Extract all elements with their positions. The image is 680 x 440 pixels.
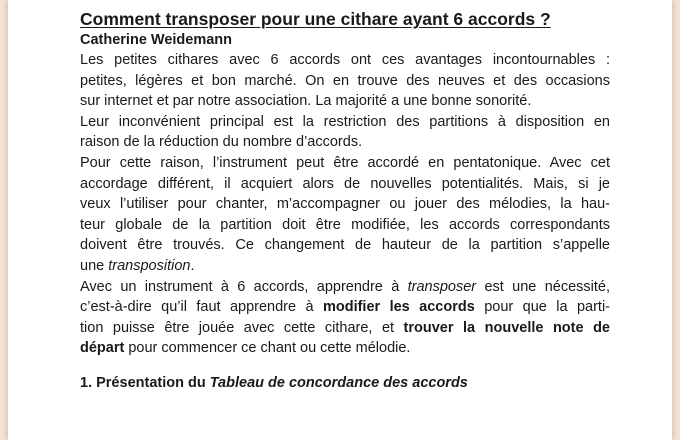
- paragraph-line: [80, 318, 610, 339]
- paragraph-advantages: [80, 50, 610, 112]
- paragraph-line: doivent être trouvés. Ce changement de hauteur de la partition s’appelle: [80, 237, 610, 254]
- document-content: [80, 8, 610, 393]
- text-run: une: [80, 257, 109, 274]
- paragraph-line: accordage différent, il acquiert alors de nouvelles potentialités. Mais, si je: [80, 175, 610, 192]
- text-run: est une nécessité,: [476, 278, 610, 295]
- paragraph-line: Leur inconvénient principal est la restriction des partitions à disposition en: [80, 113, 610, 130]
- author-name: Catherine Weidemann: [80, 32, 233, 48]
- paragraph-line: [80, 277, 610, 298]
- paragraph-line: Pour cette raison, l’instrument peut être accordé en pentatonique. Avec cet: [80, 154, 610, 171]
- paragraph-transposition: [80, 277, 610, 359]
- italic-term: transposer: [407, 278, 477, 295]
- bold-term: trouver la nouvelle note de: [403, 319, 610, 336]
- section-heading: [80, 373, 610, 393]
- paragraph-line: sur internet et par notre association. La majorité a une bonne sonorité.: [80, 93, 532, 110]
- text-run: tion puisse être jouée avec cette cithare, et: [80, 319, 404, 336]
- paragraph-line: [80, 338, 610, 359]
- bold-term: modifier les accords: [322, 299, 475, 316]
- paragraph-line: raison de la réduction du nombre d’accords.: [80, 134, 363, 151]
- paragraph-pentatonic: [80, 153, 610, 277]
- paragraph-line: veux l’utiliser pour chanter, m’accompagner ou jouer des mélodies, la hau-: [80, 196, 610, 213]
- text-run: c’est-à-dire qu’il faut apprendre à: [80, 299, 323, 316]
- paragraph-line: petites, légères et bon marché. On en trouve des neuves et des occasions: [80, 72, 610, 89]
- paragraph-line: teur globale de la partition doit être modifiée, les accords correspondants: [80, 216, 610, 233]
- italic-term: transposition: [108, 257, 191, 274]
- paragraph-line: [80, 256, 610, 277]
- paragraph-line: [80, 297, 610, 318]
- text-run: .: [190, 257, 195, 274]
- paragraph-disadvantage: [80, 112, 610, 153]
- section-number-text: 1. Présentation du: [80, 374, 210, 391]
- text-run: pour commencer ce chant ou cette mélodie.: [124, 340, 411, 357]
- text-run: Avec un instrument à 6 accords, apprendre à: [80, 278, 408, 295]
- document-page: [8, 0, 672, 440]
- paragraph-line: Les petites cithares avec 6 accords ont ces avantages incontournables :: [80, 52, 610, 68]
- bold-term: départ: [80, 340, 125, 357]
- text-run: pour que la parti-: [474, 299, 610, 316]
- document-title: Comment transposer pour une cithare ayant 6 accords ?: [80, 9, 551, 29]
- section-italic-title: Tableau de concordance des accords: [209, 374, 468, 391]
